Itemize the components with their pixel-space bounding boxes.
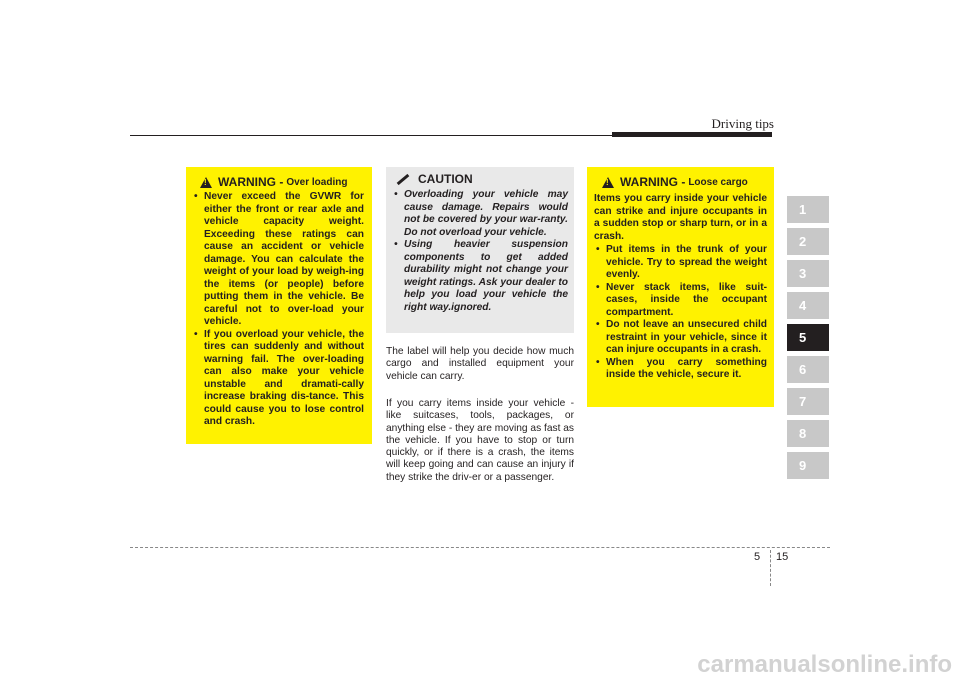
list-item: • Never exceed the GVWR for either the front or rear axle and vehicle capacity weight. Exceeding these ratings can cause an accident or vehicle damage. You can calculate the weight of your load by weigh-ing the items (or people) before putting them in the vehicle. Be careful not to over-load your vehicle. <box>192 191 364 329</box>
header-bar <box>612 132 772 137</box>
page-header-title: Driving tips <box>711 116 774 131</box>
warning-icon <box>200 177 212 188</box>
chapter-tab-2[interactable]: 2 <box>787 228 829 255</box>
warning-overloading-box <box>186 167 372 444</box>
caution-box <box>386 167 574 333</box>
caution-title: CAUTION <box>396 172 568 186</box>
footer-divider <box>130 547 830 548</box>
caution-list <box>392 189 568 314</box>
list-item: • Using heavier suspension components to get added durability might not change your weight ratings. Ask your dealer to help you load your vehicle the right way.ignored. <box>392 239 568 314</box>
list-item: • If you overload your vehicle, the tires can suddenly and without warning fail. The over-loading can also make your vehicle unstable and dramati-cally increase braking dis-tance. This could cause you to lose control and crash. <box>192 329 364 429</box>
warning-loose-cargo-title: ! WARNING - Loose cargo <box>602 175 767 189</box>
list-item: • When you carry something inside the vehicle, secure it. <box>594 357 767 382</box>
chapter-tab-7[interactable]: 7 <box>787 388 829 415</box>
chapter-tab-1[interactable]: 1 <box>787 196 829 223</box>
warning-icon <box>602 177 614 188</box>
chapter-tab-6[interactable]: 6 <box>787 356 829 383</box>
warning-loose-cargo-list <box>594 244 767 382</box>
warning-loose-cargo-box <box>587 167 774 407</box>
chapter-tab-4[interactable]: 4 <box>787 292 829 319</box>
warning-overloading-list <box>192 191 364 429</box>
body-paragraph: The label will help you decide how much cargo and installed equipment your vehicle can carry. <box>386 346 574 382</box>
chapter-tab-8[interactable]: 8 <box>787 420 829 447</box>
list-item: • Overloading your vehicle may cause damage. Repairs would not be covered by your war-ranty. Do not overload your vehicle. <box>392 189 568 239</box>
footer-section-number: 5 <box>754 551 761 563</box>
list-item: • Never stack items, like suit-cases, inside the occupant compartment. <box>594 282 767 320</box>
chapter-tab-5[interactable]: 5 <box>787 324 829 351</box>
chapter-tab-9[interactable]: 9 <box>787 452 829 479</box>
chapter-nav <box>787 196 829 484</box>
body-paragraph: If you carry items inside your vehicle - like suitcases, tools, packages, or anything else - they are moving as fast as the vehicle. If you have to stop or turn quickly, or if there is a crash, the items will keep going and can cause an injury if they strike the driv-er or a passenger. <box>386 398 575 483</box>
footer-page-divider <box>770 550 771 586</box>
footer-page-number: 15 <box>776 551 789 563</box>
warning-loose-cargo-intro: Items you carry inside your vehicle can strike and injure occupants in a sudden stop or sharp turn, or in a crash. <box>594 193 767 242</box>
watermark: carmanualsonline.info <box>697 651 952 678</box>
warning-overloading-title: ! WARNING - Over loading <box>200 175 364 189</box>
list-item: • Do not leave an unsecured child restraint in your vehicle, since it can injure occupants in a crash. <box>594 319 767 357</box>
pencil-icon <box>397 173 410 184</box>
chapter-tab-3[interactable]: 3 <box>787 260 829 287</box>
list-item: • Put items in the trunk of your vehicle. Try to spread the weight evenly. <box>594 244 767 282</box>
